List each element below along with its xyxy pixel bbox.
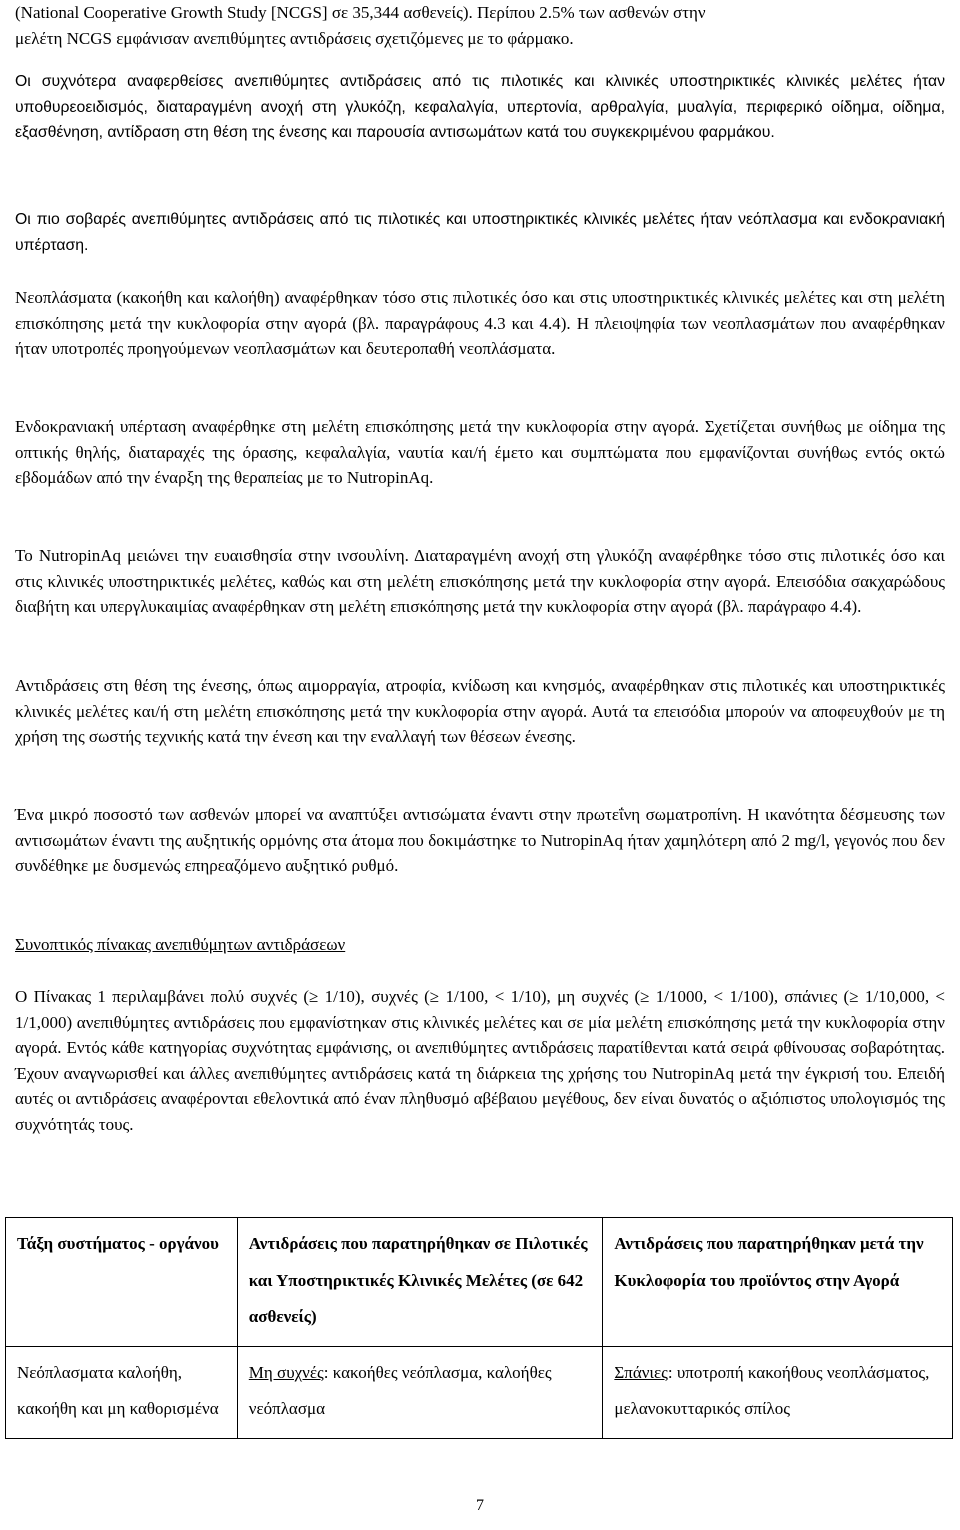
section-heading <box>15 932 945 958</box>
paragraph-antibodies: Ένα μικρό ποσοστό των ασθενών μπορεί να αναπτύξει αντισώματα έναντι στην πρωτεΐνη σωματροπίνη. Η ικανότητα δέσμευσης των αντισωμάτων έναντι της αυξητικής ορμόνης στα άτομα που δοκιμάστηκε το NutropinAq ήταν χαμηλότερη από 2 mg/l, γεγονός που δεν συνδέθηκε με δυσμενώς επηρεαζόμενο αυξητικό ρυθμό. <box>15 805 945 876</box>
table-header-cell: Αντιδράσεις που παρατηρήθηκαν μετά την Κυκλοφορία του προϊόντος στην Αγορά <box>603 1218 953 1347</box>
table-row <box>6 1346 953 1438</box>
paragraph-injection-site: Αντιδράσεις στη θέση της ένεσης, όπως αιμορραγία, ατροφία, κνίδωση και κνησμός, αναφέρθηκαν στις πιλοτικές και υποστηρικτικές κλινικές μελέτες και/ή στη μελέτη επισκόπησης μετά την κυκλοφορία στην αγορά. Αυτά τα επεισόδια μπορούν να αποφευχθούν με τη χρήση της σωστής τεχνικής κατά την ένεση και την εναλλαγή των θέσεων ένεσης. <box>15 676 945 747</box>
paragraph-ncgs <box>15 0 945 51</box>
paragraph-table-intro: Ο Πίνακας 1 περιλαμβάνει πολύ συχνές (≥ 1/10), συχνές (≥ 1/100, < 1/10), μη συχνές (≥ 1/1000, < 1/100), σπάνιες (≥ 1/10,000, < 1/1,000) ανεπιθύμητες αντιδράσεις που εμφανίστηκαν στις κλινικές μελέτες και σε μία μελέτη επισκόπησης μετά την κυκλοφορία στην αγορά. Εντός κάθε κατηγορίας συχνότητας εμφάνισης, οι ανεπιθύμητες αντιδράσεις παρατίθενται κατά σειρά φθίνουσας σοβαρότητας. Έχουν αναγνωρισθεί και άλλες ανεπιθύμητες αντιδράσεις κατά τη διάρκεια της χρήσης του NutropinAq μετά την έγκρισή του. Επειδή αυτές οι αντιδράσεις αναφέρονται εθελοντικά από έναν πληθυσμό αβέβαιου μεγέθους, δεν είναι δυνατός ο αξιόπιστος υπολογισμός της συχνότητάς τους. <box>15 987 945 1134</box>
table-cell-postmarketing <box>603 1346 953 1438</box>
table-cell-organ: Νεόπλασματα καλοήθη, κακοήθη και μη καθορισμένα <box>6 1346 238 1438</box>
paragraph-ncgs-line2: μελέτη NCGS εμφάνισαν ανεπιθύμητες αντιδράσεις σχετιζόμενες με το φάρμακο. <box>15 28 574 48</box>
table-header-row <box>6 1218 953 1347</box>
frequency-label: Μη συχνές <box>248 1362 324 1382</box>
reaction-text: : υποτροπή κακοήθους νεοπλάσματος, μελανοκυτταρικός σπίλος <box>614 1362 930 1418</box>
table-cell-trials <box>237 1346 603 1438</box>
section-heading-text: Συνοπτικός πίνακας ανεπιθύμητων αντιδράσεων <box>15 935 346 954</box>
paragraph-intracranial: Ενδοκρανιακή υπέρταση αναφέρθηκε στη μελέτη επισκόπησης μετά την κυκλοφορία στην αγορά. Σχετίζεται συνήθως με οίδημα της οπτικής θηλής, διαταραχές της όρασης, κεφαλαλγία, ναυτία και/ή έμετο και συμπτώματα που εμφανίζονται συνήθως εντός οκτώ εβδομάδων από την έναρξη της θεραπείας με το NutropinAq. <box>15 417 945 488</box>
paragraph-serious-reactions: Οι πιο σοβαρές ανεπιθύμητες αντιδράσεις από τις πιλοτικές και υποστηρικτικές κλινικές μελέτες ήταν νεόπλασμα και ενδοκρανιακή υπέρταση. <box>15 211 945 254</box>
paragraph-ncgs-line1: (National Cooperative Growth Study [NCGS] σε 35,344 ασθενείς). Περίπου 2.5% των ασθενών στην <box>15 3 706 22</box>
table-header-cell: Αντιδράσεις που παρατηρήθηκαν σε Πιλοτικές και Υποστηρικτικές Κλινικές Μελέτες (σε 642 ασθενείς) <box>237 1218 603 1347</box>
paragraph-common-reactions: Οι συχνότερα αναφερθείσες ανεπιθύμητες αντιδράσεις από τις πιλοτικές και κλινικές υποστηρικτικές κλινικές μελέτες ήταν υποθυρεοειδισμός, διαταραγμένη ανοχή στη γλυκόζη, κεφαλαλγία, υπερτονία, αρθραλγία, μυαλγία, περιφερικό οίδημα, οίδημα, εξασθένηση, αντίδραση στη θέση της ένεσης και παρουσία αντισωμάτων κατά του συγκεκριμένου φαρμάκου. <box>15 73 945 142</box>
frequency-label: Σπάνιες <box>614 1362 668 1382</box>
paragraph-insulin: Το NutropinAq μειώνει την ευαισθησία στην ινσουλίνη. Διαταραγμένη ανοχή στη γλυκόζη αναφέρθηκε τόσο στις πιλοτικές όσο και στις κλινικές υποστηρικτικές μελέτες, καθώς και στη μελέτη επισκόπησης μετά την κυκλοφορία στην αγορά. Επεισόδια σακχαρώδους διαβήτη και υπεργλυκαιμίας αναφέρθηκαν στη μελέτη επισκόπησης μετά την κυκλοφορία στην αγορά (βλ. παράγραφο 4.4). <box>15 546 945 617</box>
adverse-reactions-table <box>5 1217 953 1439</box>
page-number: 7 <box>476 1497 484 1514</box>
paragraph-neoplasms: Νεοπλάσματα (κακοήθη και καλοήθη) αναφέρθηκαν τόσο στις πιλοτικές όσο και στις υποστηρικτικές κλινικές μελέτες και στη μελέτη επισκόπησης μετά την κυκλοφορία στην αγορά (βλ. παραγράφους 4.3 και 4.4). Η πλειοψηφία των νεοπλασμάτων που αναφέρθηκαν ήταν υποτροπές προηγούμενων νεοπλασμάτων και δευτεροπαθή νεοπλάσματα. <box>15 288 945 359</box>
table-header-cell: Τάξη συστήματος - οργάνου <box>6 1218 238 1347</box>
reaction-text: : κακοήθες νεόπλασμα, καλοήθες νεόπλασμα <box>248 1362 552 1418</box>
